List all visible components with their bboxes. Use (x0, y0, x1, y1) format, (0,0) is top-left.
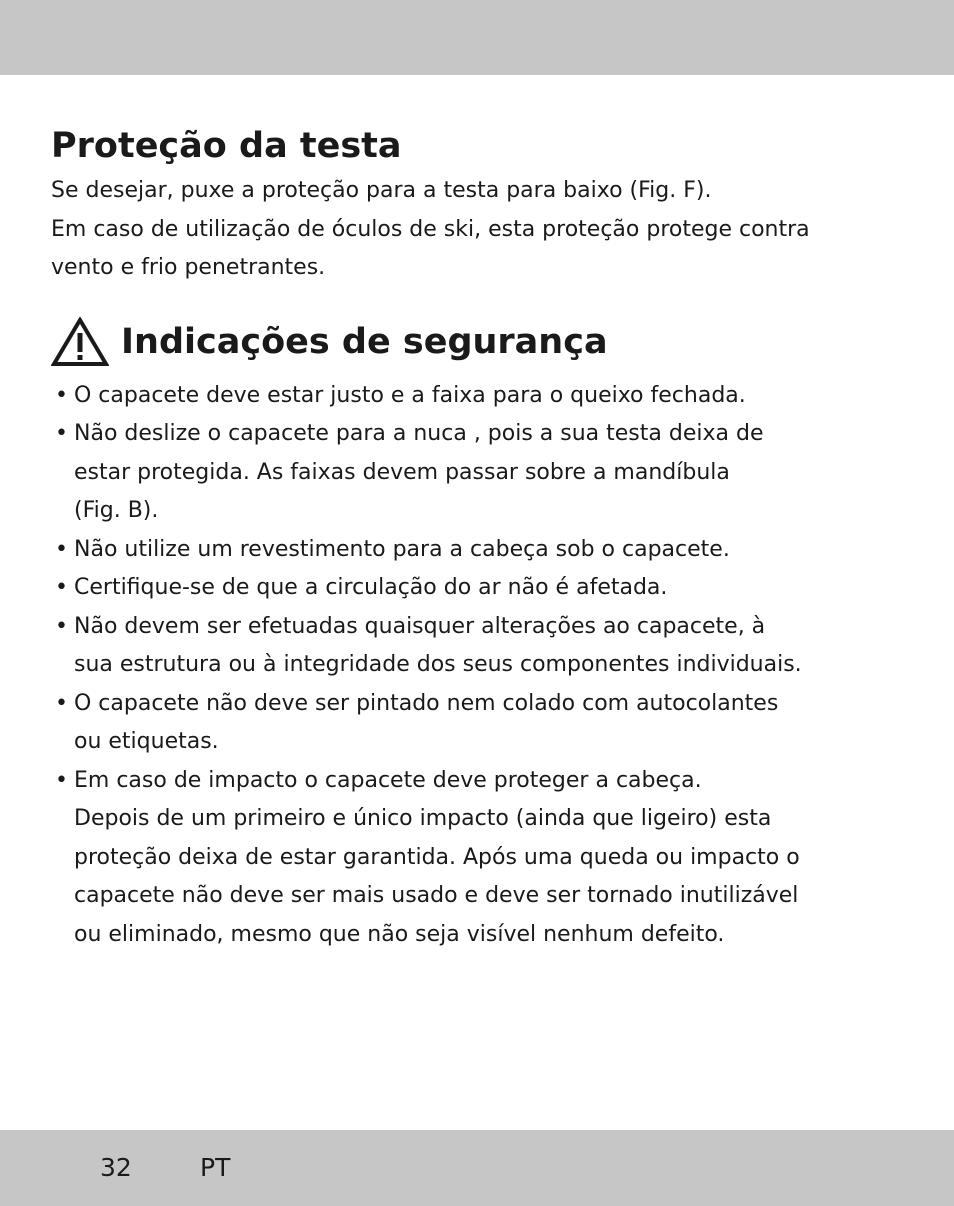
safety-bullet-line: proteção deixa de estar garantida. Após uma queda ou impacto o (74, 844, 800, 870)
safety-heading (51, 316, 921, 368)
safety-bullet-line: Não deslize o capacete para a nuca , pois a sua testa deixa de (74, 421, 764, 446)
bullet-dot: • (55, 690, 68, 716)
header-band (0, 0, 954, 75)
bullet-dot: • (55, 382, 68, 408)
safety-bullet-item (51, 685, 921, 762)
bullet-dot: • (55, 421, 68, 446)
safety-bullet-line: O capacete não deve ser pintado nem colado com autocolantes (74, 690, 779, 716)
safety-bullet-item (51, 415, 921, 531)
safety-bullet-item (51, 608, 921, 685)
bullet-dot: • (55, 613, 68, 639)
safety-bullet-item (51, 531, 921, 570)
safety-section-title: Indicações de segurança (121, 321, 608, 362)
forehead-section-title: Proteção da testa (51, 126, 402, 166)
page-number: 32 (100, 1153, 132, 1182)
safety-bullet-line: Em caso de impacto o capacete deve proteger a cabeça. (74, 767, 702, 793)
footer-band (0, 1130, 954, 1206)
bullet-dot: • (55, 536, 68, 562)
safety-bullet-item (51, 569, 921, 608)
safety-bullet-line: sua estrutura ou à integridade dos seus componentes individuais. (74, 652, 802, 677)
safety-bullet-line: Não utilize um revestimento para a cabeça sob o capacete. (74, 536, 730, 562)
safety-bullet-line: capacete não deve ser mais usado e deve ser tornado inutilizável (74, 883, 799, 908)
safety-bullet-list (51, 377, 921, 955)
safety-bullet-line: ou eliminado, mesmo que não seja visível nenhum defeito. (74, 921, 725, 947)
page-content (51, 120, 921, 954)
safety-bullet-line: ou etiquetas. (74, 729, 219, 754)
safety-bullet-line: Certifique-se de que a circulação do ar não é afetada. (74, 575, 668, 600)
safety-bullet-line: Não devem ser efetuadas quaisquer alterações ao capacete, à (74, 613, 766, 639)
warning-triangle-icon (51, 317, 109, 367)
bullet-dot: • (55, 767, 68, 793)
forehead-line: Se desejar, puxe a proteção para a testa para baixo (Fig. F). (51, 178, 712, 203)
safety-bullet-line: estar protegida. As faixas devem passar sobre a mandíbula (74, 459, 730, 485)
safety-bullet-item (51, 377, 921, 416)
bullet-dot: • (55, 575, 68, 600)
safety-bullet-line: O capacete deve estar justo e a faixa para o queixo fechada. (74, 382, 746, 408)
forehead-line: vento e frio penetrantes. (51, 255, 326, 280)
language-code: PT (200, 1153, 231, 1182)
safety-bullet-item (51, 762, 921, 955)
safety-bullet-line: (Fig. B). (74, 498, 159, 523)
safety-bullet-line: Depois de um primeiro e único impacto (ainda que ligeiro) esta (74, 806, 772, 831)
forehead-paragraph (51, 172, 921, 288)
forehead-line: Em caso de utilização de óculos de ski, esta proteção protege contra (51, 216, 810, 242)
